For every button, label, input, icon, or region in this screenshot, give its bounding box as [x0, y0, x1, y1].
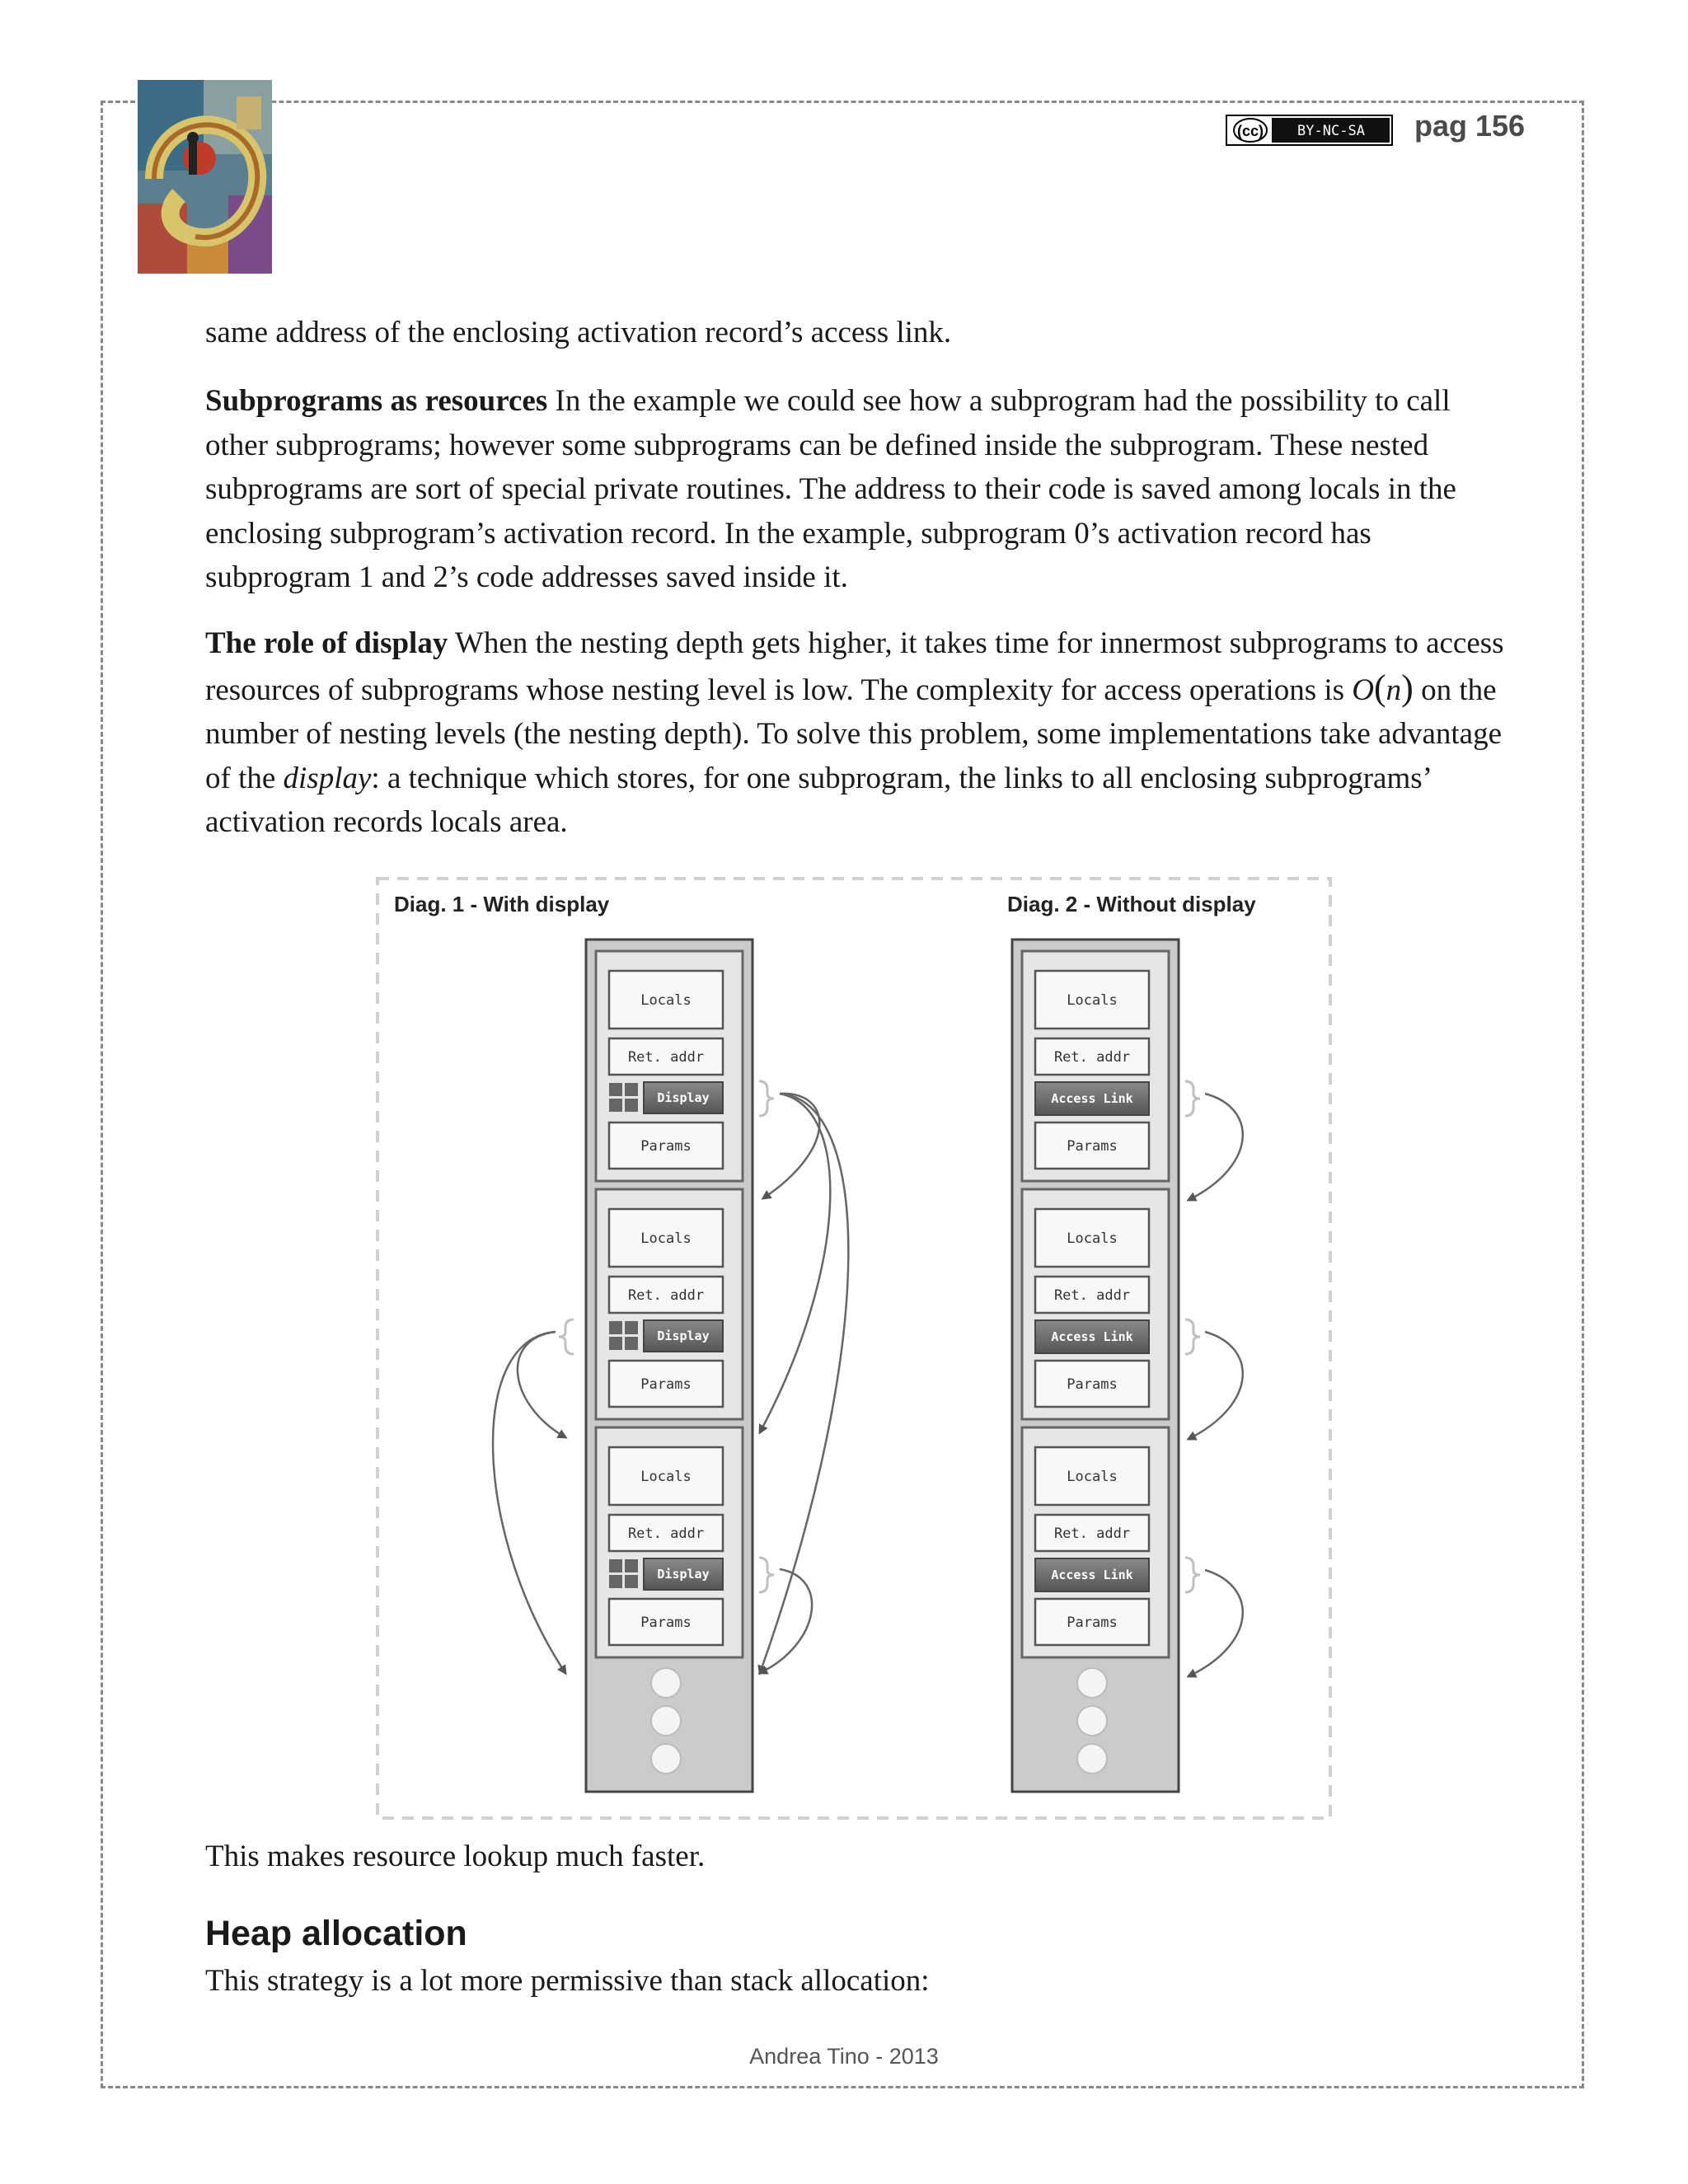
- paragraph-heap-intro: This strategy is a lot more permissive than stack allocation:: [205, 1964, 930, 1998]
- paragraph-subprograms-as-resources: [205, 379, 1512, 600]
- page-footer: Andrea Tino - 2013: [749, 2044, 939, 2069]
- cell-display: Display: [657, 1567, 710, 1582]
- paragraph-heading-subprograms: Subprograms as resources: [205, 384, 548, 418]
- activation-record: [596, 951, 743, 1181]
- cell-ret-addr: Ret. addr: [1053, 1049, 1131, 1066]
- cell-display: Display: [657, 1090, 710, 1105]
- book-cover-image: [138, 80, 272, 274]
- activation-record: [1022, 1427, 1169, 1657]
- cell-access-link: Access Link: [1051, 1091, 1133, 1106]
- cell-params: Params: [1067, 1138, 1118, 1155]
- cell-display: Display: [657, 1329, 710, 1343]
- cc-symbol: (cc): [1236, 123, 1264, 139]
- page-number: pag 156: [1414, 109, 1526, 143]
- paragraph-faster-lookup: This makes resource lookup much faster.: [205, 1840, 706, 1873]
- cc-license-badge: [1226, 115, 1393, 146]
- paragraph-text: When the nesting depth gets higher, it takes time for innermost subprograms to access resources of subprograms whose nesting level is low. The complexity for access operations is: [205, 626, 1504, 707]
- cell-ret-addr: Ret. addr: [627, 1049, 705, 1066]
- paragraph-role-of-display: [205, 621, 1512, 845]
- paragraph-text: on the number of nesting levels (the nesting depth). To solve this problem, some implementations take advantage of the: [205, 673, 1502, 795]
- diagram-1-title: Diag. 1 - With display: [394, 892, 610, 916]
- cell-locals: Locals: [640, 992, 692, 1009]
- activation-record: [596, 1189, 743, 1419]
- cell-access-link: Access Link: [1051, 1568, 1133, 1582]
- activation-record: [1022, 1189, 1169, 1419]
- section-heading-heap-allocation: Heap allocation: [205, 1914, 467, 1953]
- cell-locals: Locals: [640, 1230, 692, 1247]
- cell-ret-addr: Ret. addr: [1053, 1287, 1131, 1304]
- cell-params: Params: [640, 1615, 692, 1631]
- diagram-2-title: Diag. 2 - Without display: [1007, 892, 1256, 916]
- paragraph-heading-display: The role of display: [205, 626, 448, 660]
- cc-license-text: BY-NC-SA: [1297, 123, 1365, 139]
- emphasis-display: display: [283, 761, 372, 795]
- cell-ret-addr: Ret. addr: [627, 1526, 705, 1542]
- math-big-o: O(n): [1352, 667, 1414, 708]
- cell-ret-addr: Ret. addr: [627, 1287, 705, 1304]
- cell-locals: Locals: [640, 1469, 692, 1485]
- cell-params: Params: [640, 1376, 692, 1393]
- paragraph-text: In the example we could see how a subprogram had the possibility to call other subprograms; however some subprograms can be defined inside the subprogram. These nested subprograms are sort of special private routines. The address to their code is saved among locals in the enclosing subprogram’s activation record. In the example, subprogram 0’s activation record has subprogram 1 and 2’s code addresses saved inside it.: [205, 384, 1456, 594]
- stack-with-display: [586, 940, 753, 1792]
- cell-locals: Locals: [1067, 1230, 1118, 1247]
- cell-locals: Locals: [1067, 1469, 1118, 1485]
- cell-ret-addr: Ret. addr: [1053, 1526, 1131, 1542]
- paragraph-text: : a technique which stores, for one subprogram, the links to all enclosing subprograms’ activation records locals area.: [205, 761, 1431, 839]
- cell-params: Params: [1067, 1376, 1118, 1393]
- stack-without-display: [1012, 940, 1179, 1792]
- display-diagram: [376, 877, 1332, 1820]
- stack-continuation-dots: [1077, 1668, 1107, 1774]
- stack-continuation-dots: [651, 1668, 681, 1774]
- cell-params: Params: [1067, 1615, 1118, 1631]
- activation-record: [596, 1427, 743, 1657]
- activation-record: [1022, 951, 1169, 1181]
- cell-params: Params: [640, 1138, 692, 1155]
- cell-access-link: Access Link: [1051, 1329, 1133, 1344]
- cell-locals: Locals: [1067, 992, 1118, 1009]
- paragraph-continuation: same address of the enclosing activation record’s access link.: [205, 316, 952, 349]
